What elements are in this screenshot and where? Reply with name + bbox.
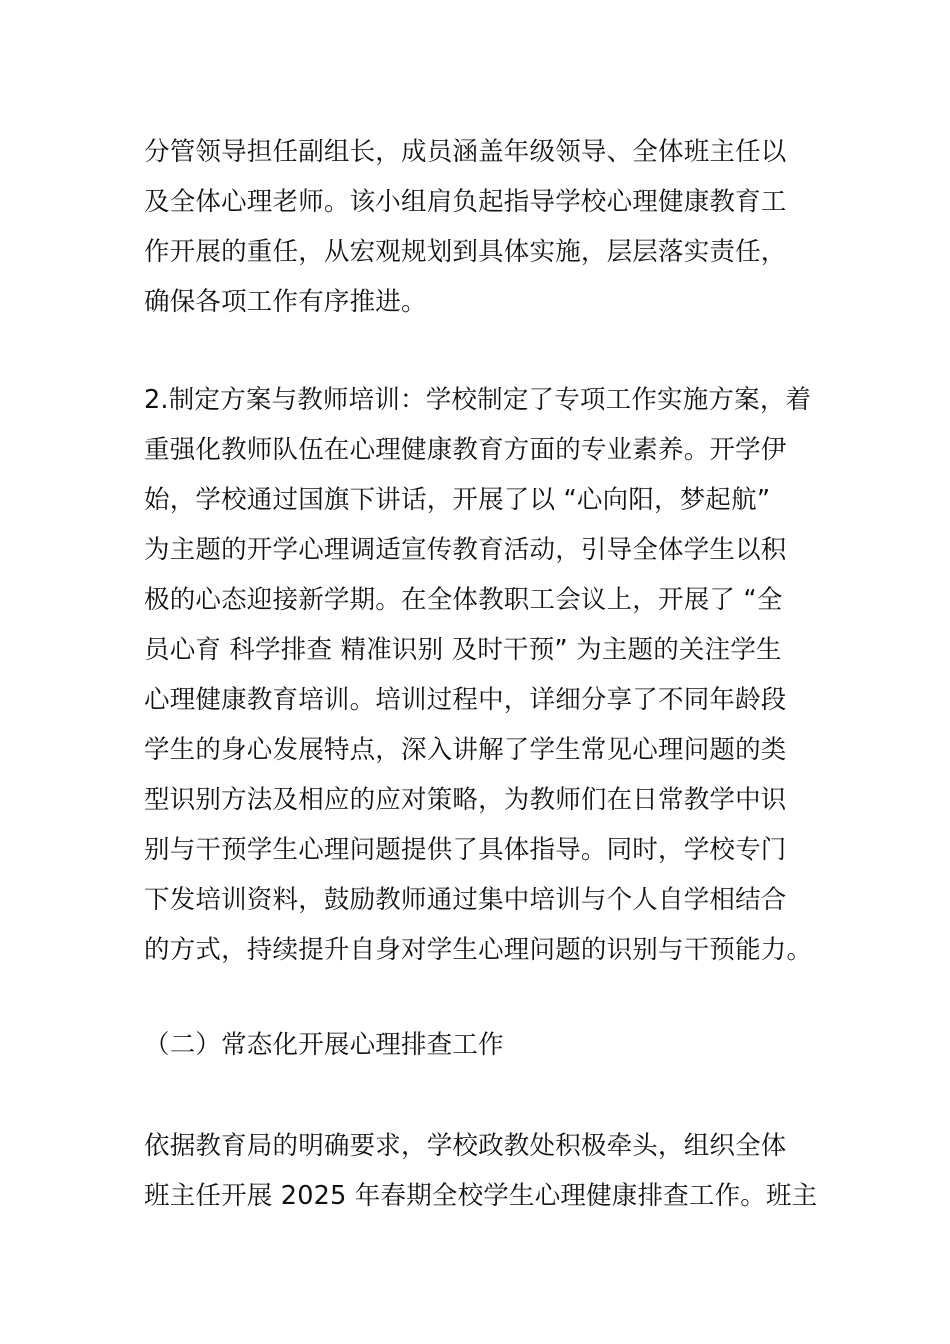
text-line: 学生的身心发展特点，深入讲解了学生常见心理问题的类 — [144, 735, 787, 765]
text-line: 心理健康教育培训。培训过程中，详细分享了不同年龄段 — [144, 685, 787, 715]
text-line: 别与干预学生心理问题提供了具体指导。同时，学校专门 — [144, 835, 787, 865]
section-heading — [144, 1020, 816, 1070]
text-line: 极的心态迎接新学期。在全体教职工会议上，开展了 “全 — [144, 585, 783, 615]
paragraph-leadership-group — [144, 127, 816, 327]
text-line: 依据教育局的明确要求，学校政教处积极牵头，组织全体 — [144, 1131, 787, 1161]
text-line: 为主题的开学心理调适宣传教育活动，引导全体学生以积 — [144, 535, 787, 565]
text-line: 重强化教师队伍在心理健康教育方面的专业素养。开学伊 — [144, 435, 787, 465]
text-line: 型识别方法及相应的应对策略，为教师们在日常教学中识 — [144, 785, 787, 815]
text-line: 作开展的重任，从宏观规划到具体实施，层层落实责任， — [144, 237, 787, 267]
text-line: 始，学校通过国旗下讲话，开展了以 “心向阳，梦起航” — [144, 485, 771, 515]
paragraph-screening — [144, 1121, 816, 1221]
text-line: 班主任开展 2025 年春期全校学生心理健康排查工作。班主 — [144, 1181, 818, 1211]
heading-line: （二）常态化开展心理排查工作 — [144, 1030, 504, 1060]
text-line: 及全体心理老师。该小组肩负起指导学校心理健康教育工 — [144, 187, 787, 217]
text-line: 分管领导担任副组长，成员涵盖年级领导、全体班主任以 — [144, 137, 787, 167]
text-line: 确保各项工作有序推进。 — [144, 287, 427, 317]
text-line: 员心育 科学排查 精准识别 及时干预” 为主题的关注学生 — [144, 635, 782, 665]
text-line: 下发培训资料，鼓励教师通过集中培训与个人自学相结合 — [144, 885, 787, 915]
paragraph-teacher-training — [144, 375, 816, 975]
text-line: 2.制定方案与教师培训：学校制定了专项工作实施方案，着 — [144, 385, 812, 415]
text-line: 的方式，持续提升自身对学生心理问题的识别与干预能力。 — [144, 935, 813, 965]
